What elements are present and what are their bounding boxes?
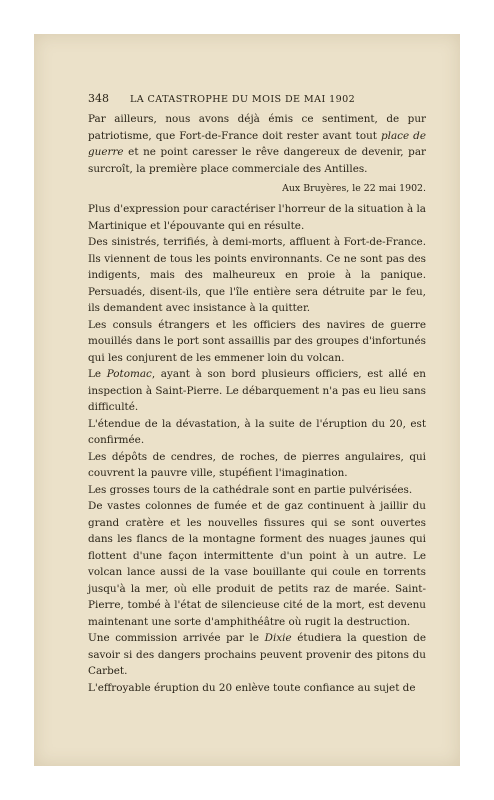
paragraph-1: Par ailleurs, nous avons déjà émis ce sentiment, de pur patriotisme, que Fort-de-France doit rester avant tout place de guerre et ne point caresser le rêve dangereux de devenir, par surcroît, la première place commerciale des Antilles. xyxy=(88,113,426,175)
paragraph-6: L'étendue de la dévastation, à la suite de l'éruption du 20, est confirmée. xyxy=(88,417,426,446)
body-text xyxy=(88,111,426,696)
paragraph-9: De vastes colonnes de fumée et de gaz continuent à jaillir du grand cratère et les nouvelles fissures qui se sont ouvertes dans les flancs de la montagne forment des nuages jaunes qui flottent d'une façon intermittente d'un point à un autre. Le volcan lance aussi de la vase bouillante qui coule en torrents jusqu'à la mer, où elle produit de petits raz de marée. Saint-Pierre, tombé à l'état de silencieuse cité de la mort, est devenu maintenant une sorte d'amphithéâtre où rugit la destruction. xyxy=(88,500,426,628)
paragraph-3: Des sinistrés, terrifiés, à demi-morts, affluent à Fort-de-France. Ils viennent de tous les points environnants. Ce ne sont pas des indigents, mais des malheureux en proie à la panique. Persuadés, disent-ils, que l'île entière sera détruite par le feu, ils demandent avec insistance à la quitter. xyxy=(88,236,426,314)
paragraph-11: L'effroyable éruption du 20 enlève toute confiance au sujet de xyxy=(88,681,416,694)
book-page xyxy=(34,34,460,766)
paragraph-2: Plus d'expression pour caractériser l'horreur de la situation à la Martinique et l'épouvante qui en résulte. xyxy=(88,203,426,232)
ship-name: Dixie xyxy=(264,632,292,644)
paragraph-7: Les dépôts de cendres, de roches, de pierres angulaires, qui couvrent la pauvre ville, stupéfient l'imagination. xyxy=(88,450,426,479)
page-number: 348 xyxy=(88,92,109,105)
paragraph-4: Les consuls étrangers et les officiers des navires de guerre mouillés dans le port sont assaillis par des groupes d'infortunés qui les conjurent de les emmener loin du volcan. xyxy=(88,318,426,364)
italic-term: place de guerre xyxy=(88,129,426,158)
paragraph-10: Une commission arrivée par le Dixie étudiera la question de savoir si des dangers prochains peuvent provenir des pitons du Carbet. xyxy=(88,632,427,677)
ship-name: Potomac xyxy=(106,368,152,380)
paragraph-8: Les grosses tours de la cathédrale sont en partie pulvérisées. xyxy=(88,483,413,496)
running-title: LA CATASTROPHE DU MOIS DE MAI 1902 xyxy=(130,94,356,105)
paragraph-5: Le Potomac, ayant à son bord plusieurs officiers, est allé en inspection à Saint-Pierre. Le débarquement n'a pas eu lieu sans difficulté. xyxy=(88,368,426,413)
page-header xyxy=(88,92,426,110)
dateline: Aux Bruyères, le 22 mai 1902. xyxy=(282,183,426,194)
page-content xyxy=(88,92,426,696)
